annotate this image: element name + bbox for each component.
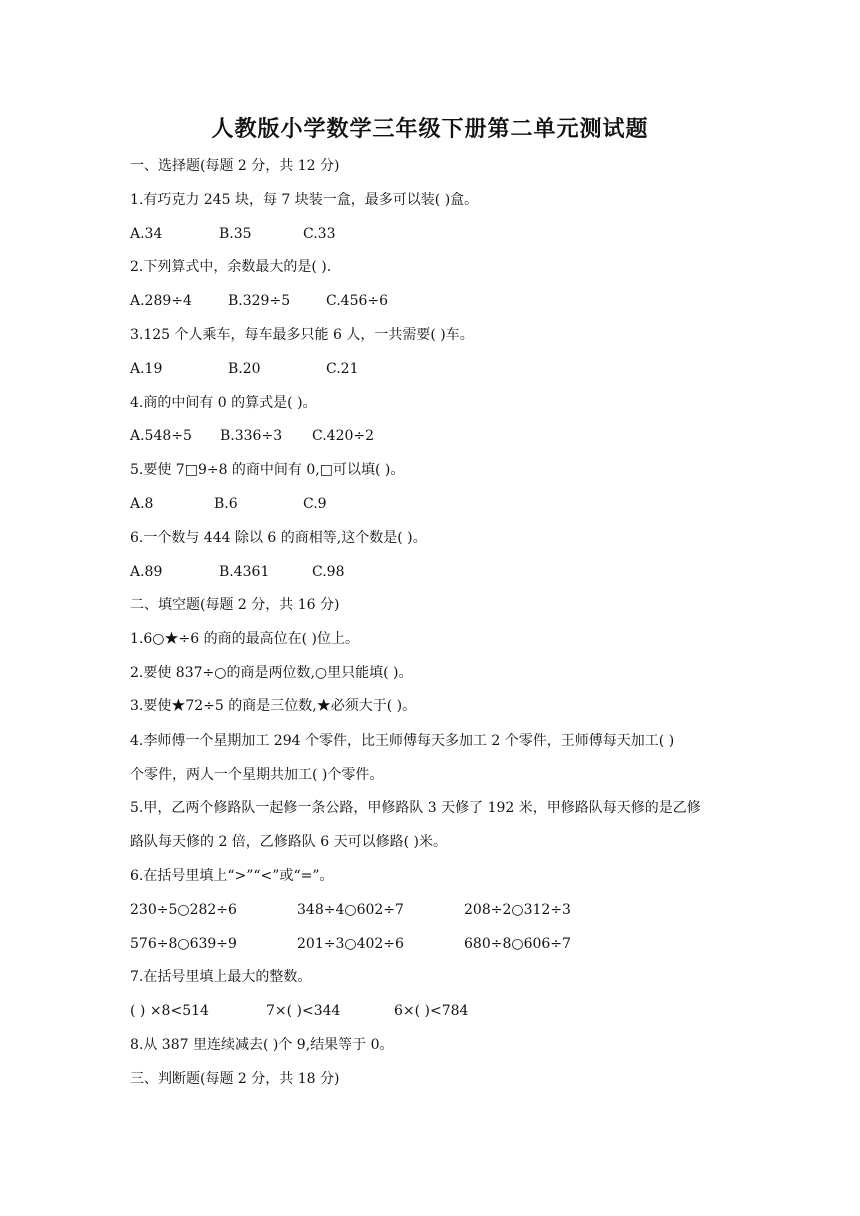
question-text: 6.在括号里填上“>”“<”或“=”。 [130,868,334,884]
comparison-item: 230÷5○282÷6 [130,902,237,918]
comparison-item: 680÷8○606÷7 [464,936,571,952]
option-b: B.4361 [219,564,270,580]
option-a: A.8 [130,496,154,512]
question-text: 8.从 387 里连续减去( )个 9,结果等于 0。 [130,1037,394,1053]
question-text: 7.在括号里填上最大的整数。 [130,969,312,985]
option-c: C.420÷2 [312,428,375,444]
option-c: C.98 [312,564,345,580]
question-text-continued: 个零件，两人一个星期共加工( )个零件。 [130,767,384,783]
question-text: 2.下列算式中，余数最大的是( ). [130,259,332,275]
comparison-item: 576÷8○639÷9 [130,936,237,952]
comparison-item: 208÷2○312÷3 [464,902,571,918]
question-text: 5.甲，乙两个修路队一起修一条公路，甲修路队 3 天修了 192 米，甲修路队每天修的是乙修 [130,800,701,816]
question-text: 6.一个数与 444 除以 6 的商相等,这个数是( )。 [130,530,427,546]
section-heading-fill: 二、填空题(每题 2 分，共 16 分) [130,597,340,613]
option-c: C.9 [303,496,327,512]
option-a: A.89 [130,564,163,580]
option-a: A.34 [130,226,163,242]
option-a: A.289÷4 [130,293,192,309]
page-title: 人教版小学数学三年级下册第二单元测试题 [211,116,649,142]
question-text: 4.商的中间有 0 的算式是( )。 [130,395,317,411]
option-b: B.35 [219,226,252,242]
option-a: A.19 [130,361,163,377]
question-text: 2.要使 837÷○的商是两位数,○里只能填( )。 [130,665,413,681]
option-c: C.456÷6 [326,293,389,309]
option-b: B.329÷5 [228,293,291,309]
section-heading-choice: 一、选择题(每题 2 分，共 12 分) [130,158,340,174]
option-c: C.21 [326,361,359,377]
option-c: C.33 [303,226,336,242]
option-b: B.20 [228,361,261,377]
section-heading-judge: 三、判断题(每题 2 分，共 18 分) [130,1071,340,1087]
question-text: 3.125 个人乘车，每车最多只能 6 人，一共需要( )车。 [130,327,474,343]
option-b: B.336÷3 [220,428,283,444]
question-text: 4.李师傅一个星期加工 294 个零件，比王师傅每天多加工 2 个零件，王师傅每天加工( ) [130,733,675,749]
question-text: 5.要使 7□9÷8 的商中间有 0,□可以填( )。 [130,462,405,478]
question-text: 1.有巧克力 245 块，每 7 块装一盒，最多可以装( )盒。 [130,192,479,208]
inequality-item: ( ) ×8<514 [130,1003,209,1019]
question-text-continued: 路队每天修的 2 倍，乙修路队 6 天可以修路( )米。 [130,834,447,850]
inequality-item: 6×( )<784 [394,1003,469,1019]
inequality-item: 7×( )<344 [266,1003,341,1019]
comparison-item: 201÷3○402÷6 [297,936,404,952]
comparison-item: 348÷4○602÷7 [297,902,404,918]
question-text: 1.6○★÷6 的商的最高位在( )位上。 [130,631,359,647]
option-a: A.548÷5 [130,428,192,444]
question-text: 3.要使★72÷5 的商是三位数,★必须大于( )。 [130,698,417,714]
option-b: B.6 [214,496,238,512]
